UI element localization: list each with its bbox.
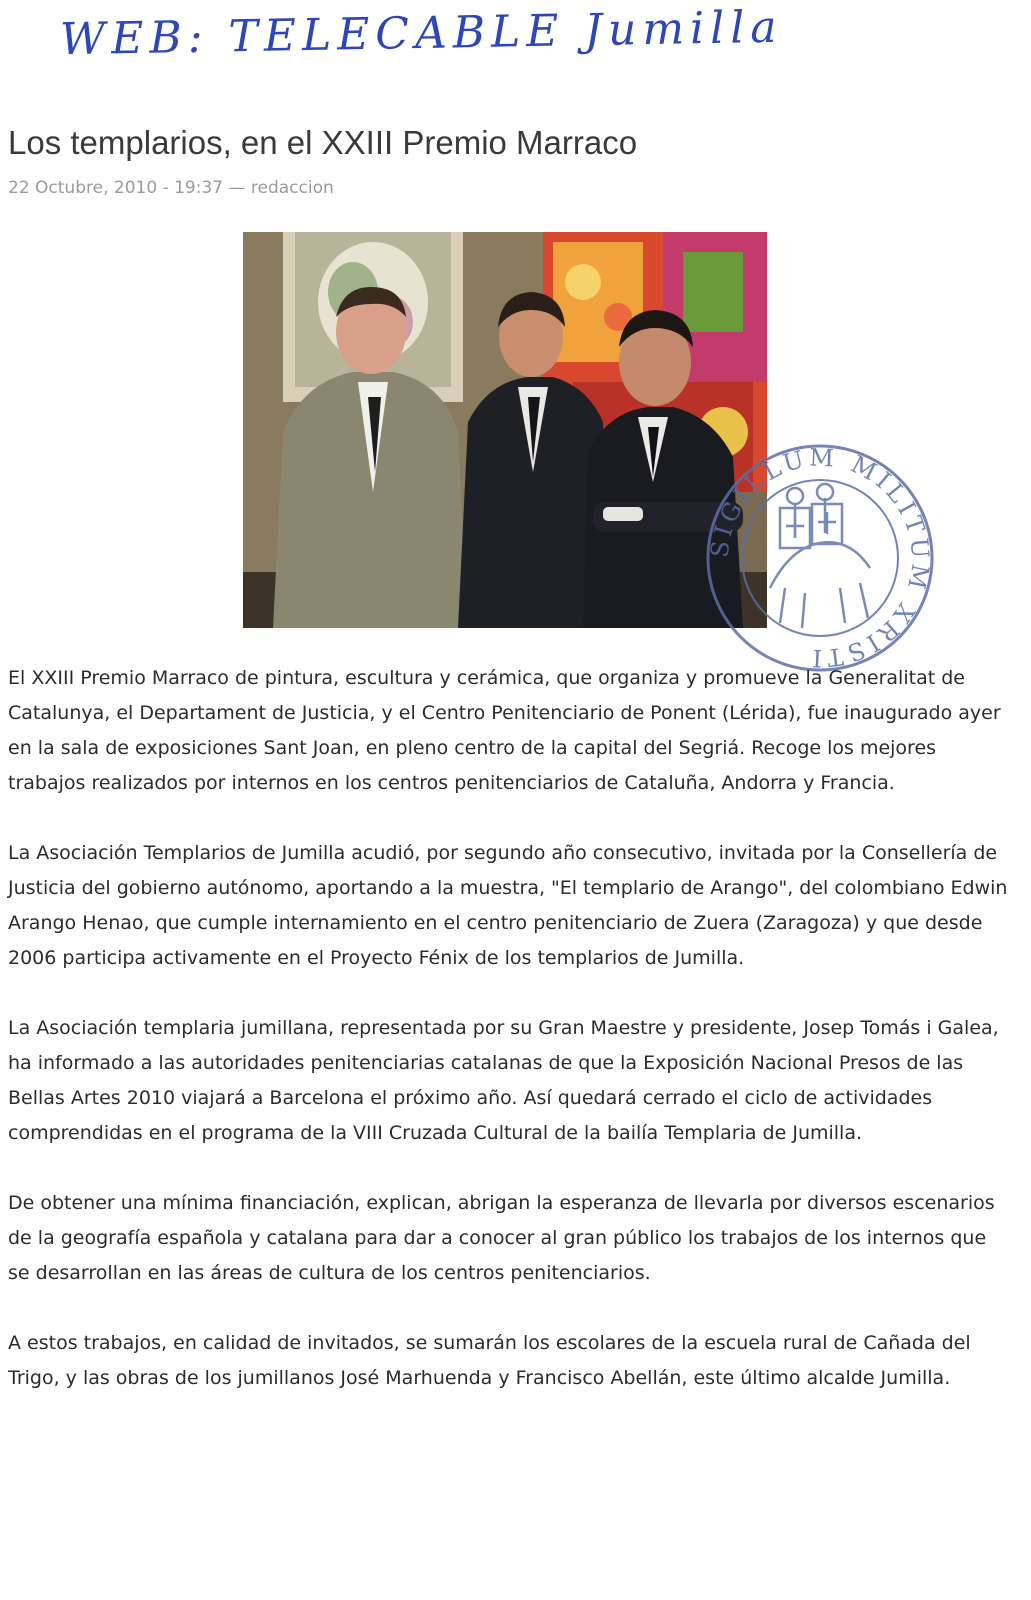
article-author: redaccion	[250, 178, 334, 198]
article-title: Los templarios, en el XXIII Premio Marraco	[8, 124, 638, 161]
article-date: 22 Octubre, 2010 - 19:37	[8, 178, 224, 198]
meta-separator: —	[228, 178, 246, 198]
article-meta	[8, 178, 334, 198]
article-body	[8, 661, 1008, 1431]
article-photo	[243, 232, 767, 628]
svg-text:SIGILLUM MILITUM XRISTI: SIGILLUM MILITUM XRISTI	[705, 443, 935, 673]
article-paragraph: A estos trabajos, en calidad de invitados, se sumarán los escolares de la escuela rural de Cañada del Trigo, y las obras de los jumillanos José Marhuenda y Francisco Abellán, este último alcalde Jumilla.	[8, 1332, 971, 1389]
article-paragraph: El XXIII Premio Marraco de pintura, escultura y cerámica, que organiza y promueve la Generalitat de Catalunya, el Departament de Justicia, y el Centro Penitenciario de Ponent (Lérida), fue inaugurado ayer en la sala de exposiciones Sant Joan, en pleno centro de la capital del Segriá. Recoge los mejores trabajos realizados por internos en los centros penitenciarios de Cataluña, Andorra y Francia.	[8, 667, 1001, 794]
article-paragraph: La Asociación Templarios de Jumilla acudió, por segundo año consecutivo, invitada por la Consellería de Justicia del gobierno autónomo, aportando a la muestra, "El templario de Arango", del colombiano Edwin Arango Henao, que cumple internamiento en el centro penitenciario de Zuera (Zaragoza) y que desde 2006 participa activamente en el Proyecto Fénix de los templarios de Jumilla.	[8, 842, 1008, 969]
handwritten-source-note: WEB: TELECABLE Jumilla	[59, 1, 783, 66]
article-paragraph: La Asociación templaria jumillana, representada por su Gran Maestre y presidente, Josep Tomás i Galea, ha informado a las autoridades penitenciarias catalanas de que la Exposición Nacional Presos de las Bellas Artes 2010 viajará a Barcelona el próximo año. Así quedará cerrado el ciclo de actividades comprendidas en el programa de la VIII Cruzada Cultural de la bailía Templaria de Jumilla.	[8, 1017, 999, 1144]
article-paragraph: De obtener una mínima financiación, explican, abrigan la esperanza de llevarla por diversos escenarios de la geografía española y catalana para dar a conocer al gran público los trabajos de los internos que se desarrollan en las áreas de cultura de los centros penitenciarios.	[8, 1192, 995, 1284]
